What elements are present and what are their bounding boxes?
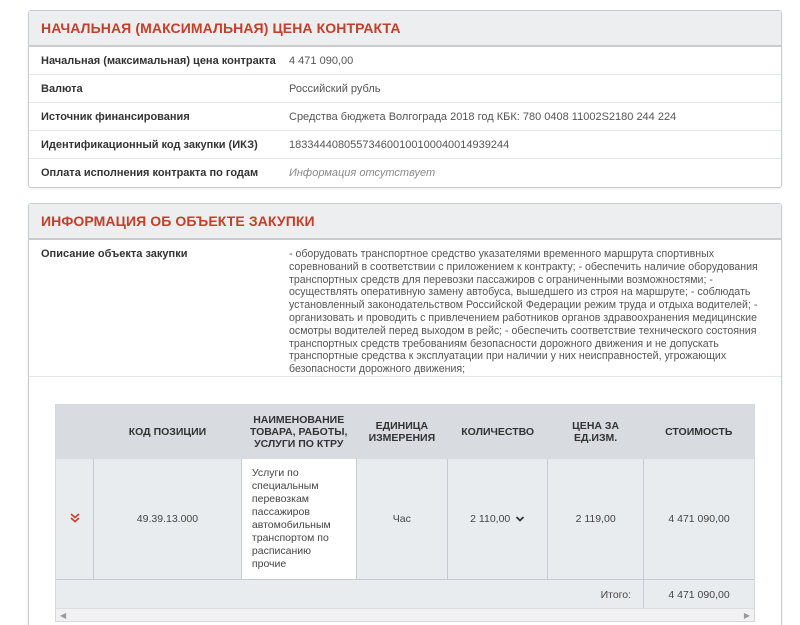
table-header-row <box>56 405 754 459</box>
positions-table <box>56 405 754 610</box>
payment-by-years-row <box>29 159 781 186</box>
row-label: Оплата исполнения контракта по годам <box>41 166 259 179</box>
row-label: Источник финансирования <box>41 110 190 123</box>
row-value: Информация отсутствует <box>289 166 436 179</box>
name-column-header: НАИМЕНОВАНИЕ ТОВАРА, РАБОТЫ, УСЛУГИ ПО КТРУ <box>241 405 356 459</box>
unit-column-header: ЕДИНИЦА ИЗМЕРЕНИЯ <box>356 405 448 459</box>
object-description-row <box>29 240 781 377</box>
positions-table-wrapper <box>55 404 755 622</box>
cost-column-header: СТОИМОСТЬ <box>644 405 754 459</box>
funding-row <box>29 103 781 131</box>
position-unit: Час <box>356 459 448 580</box>
code-column-header: КОД ПОЗИЦИИ <box>94 405 242 459</box>
currency-row <box>29 75 781 103</box>
object-panel <box>28 203 782 625</box>
price-row <box>29 47 781 75</box>
price-info-list <box>29 47 781 186</box>
position-price: 2 119,00 <box>548 459 644 580</box>
row-value: 183344408055734600100100040014939244 <box>289 138 510 151</box>
table-row <box>56 459 754 580</box>
price-panel <box>28 10 782 188</box>
total-value: 4 471 090,00 <box>644 580 754 611</box>
position-qty-cell <box>448 459 548 580</box>
expand-column-header <box>56 405 94 459</box>
object-panel-title: ИНФОРМАЦИЯ ОБ ОБЪЕКТЕ ЗАКУПКИ <box>29 204 781 240</box>
qty-column-header: КОЛИЧЕСТВО <box>448 405 548 459</box>
position-code: 49.39.13.000 <box>94 459 242 580</box>
total-label: Итого: <box>56 580 644 611</box>
horizontal-scrollbar[interactable] <box>56 608 754 621</box>
row-label: Идентификационный код закупки (ИКЗ) <box>41 138 258 151</box>
total-row <box>56 580 754 611</box>
row-value: 4 471 090,00 <box>289 54 354 67</box>
double-chevron-down-icon[interactable] <box>70 512 80 526</box>
chevron-down-icon[interactable] <box>515 514 525 524</box>
position-cost: 4 471 090,00 <box>644 459 754 580</box>
row-label: Начальная (максимальная) цена контракта <box>41 54 276 67</box>
description-label: Описание объекта закупки <box>41 248 188 260</box>
description-text: - оборудовать транспортное средство указателями временного маршрута спортивных соревнований в соответствии с приложением к контракту; - обеспечить наличие оборудования транспортных средств для перевозки пассажиров с ограниченными возможностями; - осуществлять оперативную замену автобуса, вышедшего из строя на маршруте; - соблюдать установленный законодательством Российской Федерации режим труда и отдыха водителей; - организовать и проводить с привлечением работников органов здравоохранения медицинские осмотры водителей перед выходом в рейс; - обеспечить соответствие технического состояния транспортных средств требованиям безопасности дорожного движения и не допускать транспортные средства к эксплуатации при наличии у них неисправностей, угрожающих безопасности дорожного движения; <box>289 248 758 376</box>
ikz-row <box>29 131 781 159</box>
row-value: Средства бюджета Волгограда 2018 год КБК: 780 0408 11002S2180 244 224 <box>289 110 677 123</box>
scroll-left-icon[interactable]: ◀ <box>60 610 67 620</box>
row-label: Валюта <box>41 82 83 95</box>
scroll-right-icon[interactable]: ▶ <box>743 610 750 620</box>
row-value: Российский рубль <box>289 82 381 95</box>
position-qty: 2 110,00 <box>470 513 511 525</box>
position-name: Услуги по специальным перевозкам пассажиров автомобильным транспортом по расписанию прочие <box>241 459 356 580</box>
price-column-header: ЦЕНА ЗА ЕД.ИЗМ. <box>548 405 644 459</box>
expand-cell[interactable] <box>56 459 94 580</box>
price-panel-title: НАЧАЛЬНАЯ (МАКСИМАЛЬНАЯ) ЦЕНА КОНТРАКТА <box>29 11 781 47</box>
